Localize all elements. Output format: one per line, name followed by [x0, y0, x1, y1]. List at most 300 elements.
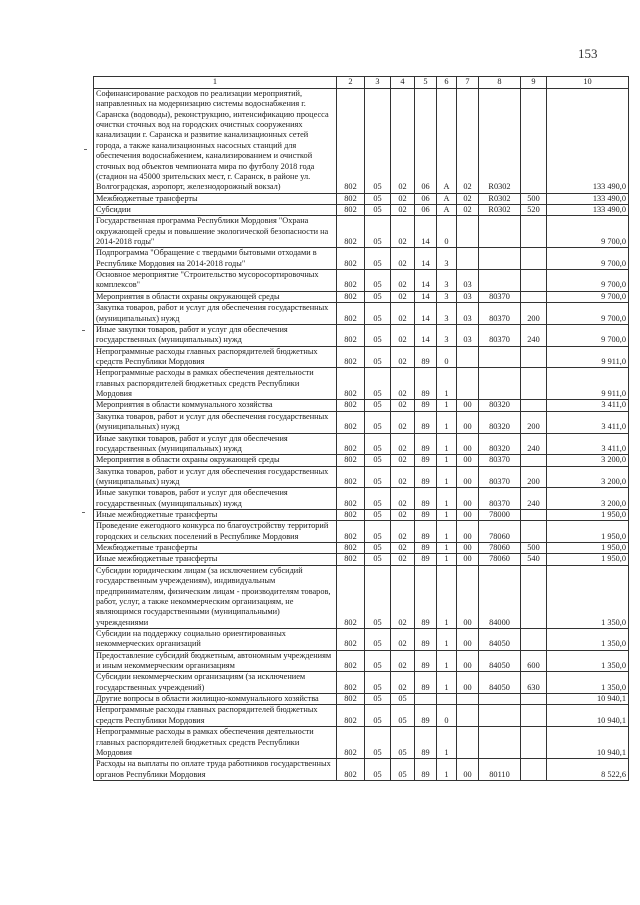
admin-code-cell: 802: [337, 324, 365, 346]
table-row: [94, 216, 629, 248]
table-row: [94, 270, 629, 292]
event-code-cell: 00: [457, 565, 479, 628]
event-code-cell: [457, 248, 479, 270]
item-name-cell: Иные закупки товаров, работ и услуг для обеспечения государственных (муниципальных) нужд: [94, 433, 337, 455]
item-name-cell: Субсидии на поддержку социально ориентированных некоммерческих организаций: [94, 628, 337, 650]
item-name-cell: Непрограммные расходы главных распорядителей бюджетных средств Республики Мордовия: [94, 346, 337, 368]
expense-type-code-cell: 240: [521, 433, 547, 455]
expense-type-code-cell: 500: [521, 193, 547, 204]
event-code-cell: 03: [457, 324, 479, 346]
program-code-cell: 06: [415, 204, 437, 215]
table-row: [94, 455, 629, 466]
scan-mark: [82, 512, 85, 513]
admin-code-cell: 802: [337, 433, 365, 455]
admin-code-cell: 802: [337, 291, 365, 302]
expense-type-code-cell: [521, 368, 547, 400]
amount-cell: 3 200,0: [547, 488, 629, 510]
expense-type-code-cell: [521, 759, 547, 781]
amount-cell: 1 350,0: [547, 672, 629, 694]
section-code-cell: 05: [365, 521, 391, 543]
event-code-cell: 00: [457, 672, 479, 694]
subsection-code-cell: 02: [391, 204, 415, 215]
expense-type-code-cell: 200: [521, 411, 547, 433]
direction-code-cell: 78000: [479, 510, 521, 521]
section-code-cell: 05: [365, 672, 391, 694]
event-code-cell: 00: [457, 510, 479, 521]
table-row: [94, 89, 629, 194]
item-name-cell: Межбюджетные трансферты: [94, 193, 337, 204]
admin-code-cell: 802: [337, 193, 365, 204]
subprogram-code-cell: 1: [437, 368, 457, 400]
subprogram-code-cell: 3: [437, 270, 457, 292]
table-row: [94, 433, 629, 455]
direction-code-cell: 84050: [479, 628, 521, 650]
table-row: [94, 510, 629, 521]
event-code-cell: 00: [457, 650, 479, 672]
section-code-cell: 05: [365, 543, 391, 554]
section-code-cell: 05: [365, 216, 391, 248]
subprogram-code-cell: А: [437, 204, 457, 215]
table-row: [94, 650, 629, 672]
subprogram-code-cell: 1: [437, 650, 457, 672]
subprogram-code-cell: 1: [437, 521, 457, 543]
program-code-cell: 89: [415, 543, 437, 554]
expense-type-code-cell: [521, 521, 547, 543]
admin-code-cell: 802: [337, 727, 365, 759]
admin-code-cell: 802: [337, 759, 365, 781]
event-code-cell: [457, 368, 479, 400]
subprogram-code-cell: 0: [437, 216, 457, 248]
admin-code-cell: 802: [337, 248, 365, 270]
event-code-cell: 00: [457, 628, 479, 650]
section-code-cell: 05: [365, 727, 391, 759]
column-header: 1: [94, 77, 337, 89]
expense-type-code-cell: [521, 565, 547, 628]
section-code-cell: 05: [365, 248, 391, 270]
item-name-cell: Закупка товаров, работ и услуг для обеспечения государственных (муниципальных) нужд: [94, 411, 337, 433]
program-code-cell: 89: [415, 554, 437, 565]
amount-cell: 1 350,0: [547, 565, 629, 628]
amount-cell: 133 490,0: [547, 193, 629, 204]
program-code-cell: 14: [415, 324, 437, 346]
table-row: [94, 521, 629, 543]
subsection-code-cell: 02: [391, 346, 415, 368]
admin-code-cell: 802: [337, 204, 365, 215]
column-header: 8: [479, 77, 521, 89]
program-code-cell: 14: [415, 248, 437, 270]
table-row: [94, 324, 629, 346]
section-code-cell: 05: [365, 488, 391, 510]
table-row: [94, 346, 629, 368]
section-code-cell: 05: [365, 455, 391, 466]
expense-type-code-cell: [521, 727, 547, 759]
expense-type-code-cell: 200: [521, 466, 547, 488]
event-code-cell: [457, 346, 479, 368]
program-code-cell: 89: [415, 466, 437, 488]
program-code-cell: 89: [415, 510, 437, 521]
admin-code-cell: 802: [337, 346, 365, 368]
direction-code-cell: 80110: [479, 759, 521, 781]
section-code-cell: 05: [365, 411, 391, 433]
event-code-cell: 02: [457, 204, 479, 215]
amount-cell: 133 490,0: [547, 89, 629, 194]
event-code-cell: 00: [457, 543, 479, 554]
event-code-cell: 03: [457, 303, 479, 325]
subsection-code-cell: 05: [391, 705, 415, 727]
amount-cell: 1 950,0: [547, 543, 629, 554]
direction-code-cell: 84050: [479, 650, 521, 672]
admin-code-cell: 802: [337, 521, 365, 543]
subsection-code-cell: 02: [391, 466, 415, 488]
item-name-cell: Мероприятия в области охраны окружающей среды: [94, 455, 337, 466]
amount-cell: 10 940,1: [547, 705, 629, 727]
program-code-cell: 89: [415, 400, 437, 411]
section-code-cell: 05: [365, 324, 391, 346]
item-name-cell: Закупка товаров, работ и услуг для обеспечения государственных (муниципальных) нужд: [94, 303, 337, 325]
amount-cell: 3 411,0: [547, 433, 629, 455]
subsection-code-cell: 02: [391, 400, 415, 411]
admin-code-cell: 802: [337, 466, 365, 488]
item-name-cell: Субсидии юридическим лицам (за исключением субсидий государственным учреждениям), индивидуальным предпринимателям, физическим лицам - производителям товаров, работ, услуг, а также некоммерческим организациям, не являющимся государственными (муниципальными) учреждениями: [94, 565, 337, 628]
admin-code-cell: 802: [337, 628, 365, 650]
expense-type-code-cell: [521, 89, 547, 194]
program-code-cell: 89: [415, 727, 437, 759]
admin-code-cell: 802: [337, 270, 365, 292]
admin-code-cell: 802: [337, 400, 365, 411]
subprogram-code-cell: 1: [437, 411, 457, 433]
subsection-code-cell: 02: [391, 433, 415, 455]
direction-code-cell: [479, 368, 521, 400]
direction-code-cell: 80370: [479, 291, 521, 302]
direction-code-cell: [479, 248, 521, 270]
subprogram-code-cell: А: [437, 193, 457, 204]
subsection-code-cell: 02: [391, 455, 415, 466]
subsection-code-cell: 02: [391, 488, 415, 510]
item-name-cell: Иные межбюджетные трансферты: [94, 510, 337, 521]
subsection-code-cell: 02: [391, 543, 415, 554]
section-code-cell: 05: [365, 466, 391, 488]
direction-code-cell: R0302: [479, 193, 521, 204]
subsection-code-cell: 02: [391, 216, 415, 248]
program-code-cell: 89: [415, 705, 437, 727]
table-header-row: [94, 77, 629, 89]
subsection-code-cell: 02: [391, 554, 415, 565]
admin-code-cell: 802: [337, 650, 365, 672]
column-header: 2: [337, 77, 365, 89]
expense-type-code-cell: [521, 628, 547, 650]
program-code-cell: 89: [415, 411, 437, 433]
direction-code-cell: 80370: [479, 466, 521, 488]
direction-code-cell: [479, 694, 521, 705]
expense-type-code-cell: 500: [521, 543, 547, 554]
subprogram-code-cell: 1: [437, 488, 457, 510]
amount-cell: 1 950,0: [547, 521, 629, 543]
direction-code-cell: 80320: [479, 411, 521, 433]
subsection-code-cell: 02: [391, 650, 415, 672]
admin-code-cell: 802: [337, 694, 365, 705]
subprogram-code-cell: 0: [437, 346, 457, 368]
table-row: [94, 466, 629, 488]
expense-type-code-cell: 600: [521, 650, 547, 672]
subprogram-code-cell: 1: [437, 759, 457, 781]
event-code-cell: 00: [457, 400, 479, 411]
event-code-cell: 00: [457, 455, 479, 466]
amount-cell: 9 700,0: [547, 303, 629, 325]
expense-type-code-cell: 630: [521, 672, 547, 694]
subprogram-code-cell: 1: [437, 672, 457, 694]
amount-cell: 3 411,0: [547, 400, 629, 411]
admin-code-cell: 802: [337, 455, 365, 466]
table-row: [94, 565, 629, 628]
direction-code-cell: 80320: [479, 400, 521, 411]
budget-table: [93, 76, 629, 781]
subsection-code-cell: 02: [391, 510, 415, 521]
event-code-cell: 00: [457, 554, 479, 565]
subprogram-code-cell: 1: [437, 628, 457, 650]
event-code-cell: 00: [457, 488, 479, 510]
subsection-code-cell: 02: [391, 628, 415, 650]
subprogram-code-cell: 1: [437, 543, 457, 554]
subprogram-code-cell: 0: [437, 705, 457, 727]
subsection-code-cell: 02: [391, 270, 415, 292]
section-code-cell: 05: [365, 193, 391, 204]
section-code-cell: 05: [365, 759, 391, 781]
subprogram-code-cell: А: [437, 89, 457, 194]
direction-code-cell: [479, 346, 521, 368]
admin-code-cell: 802: [337, 554, 365, 565]
expense-type-code-cell: 200: [521, 303, 547, 325]
expense-type-code-cell: [521, 346, 547, 368]
subsection-code-cell: 02: [391, 324, 415, 346]
section-code-cell: 05: [365, 628, 391, 650]
subprogram-code-cell: 1: [437, 554, 457, 565]
amount-cell: 1 950,0: [547, 554, 629, 565]
table-row: [94, 248, 629, 270]
item-name-cell: Субсидии некоммерческим организациям (за исключением государственных учреждений): [94, 672, 337, 694]
subprogram-code-cell: 3: [437, 303, 457, 325]
item-name-cell: Непрограммные расходы главных распорядителей бюджетных средств Республики Мордовия: [94, 705, 337, 727]
direction-code-cell: 78060: [479, 554, 521, 565]
item-name-cell: Закупка товаров, работ и услуг для обеспечения государственных (муниципальных) нужд: [94, 466, 337, 488]
item-name-cell: Государственная программа Республики Мордовия "Охрана окружающей среды и повышение экологической безопасности на 2014-2018 годы": [94, 216, 337, 248]
amount-cell: 3 200,0: [547, 455, 629, 466]
expense-type-code-cell: [521, 510, 547, 521]
column-header: 4: [391, 77, 415, 89]
program-code-cell: 14: [415, 270, 437, 292]
subprogram-code-cell: 1: [437, 565, 457, 628]
amount-cell: 9 700,0: [547, 324, 629, 346]
amount-cell: 9 911,0: [547, 346, 629, 368]
section-code-cell: 05: [365, 650, 391, 672]
admin-code-cell: 802: [337, 368, 365, 400]
direction-code-cell: 80370: [479, 455, 521, 466]
item-name-cell: Межбюджетные трансферты: [94, 543, 337, 554]
section-code-cell: 05: [365, 368, 391, 400]
admin-code-cell: 802: [337, 303, 365, 325]
item-name-cell: Другие вопросы в области жилищно-коммунального хозяйства: [94, 694, 337, 705]
expense-type-code-cell: [521, 248, 547, 270]
direction-code-cell: 78060: [479, 543, 521, 554]
direction-code-cell: 84050: [479, 672, 521, 694]
event-code-cell: 00: [457, 759, 479, 781]
direction-code-cell: [479, 705, 521, 727]
subsection-code-cell: 02: [391, 193, 415, 204]
table-row: [94, 554, 629, 565]
event-code-cell: 00: [457, 411, 479, 433]
table-row: [94, 672, 629, 694]
direction-code-cell: [479, 727, 521, 759]
subsection-code-cell: 02: [391, 672, 415, 694]
expense-type-code-cell: 520: [521, 204, 547, 215]
program-code-cell: 89: [415, 346, 437, 368]
column-header: 3: [365, 77, 391, 89]
admin-code-cell: 802: [337, 411, 365, 433]
program-code-cell: 89: [415, 368, 437, 400]
subsection-code-cell: 02: [391, 303, 415, 325]
expense-type-code-cell: 240: [521, 324, 547, 346]
event-code-cell: 00: [457, 433, 479, 455]
section-code-cell: 05: [365, 694, 391, 705]
program-code-cell: 89: [415, 565, 437, 628]
event-code-cell: 00: [457, 466, 479, 488]
subprogram-code-cell: 3: [437, 324, 457, 346]
amount-cell: 3 411,0: [547, 411, 629, 433]
program-code-cell: 89: [415, 455, 437, 466]
table-row: [94, 543, 629, 554]
column-header: 7: [457, 77, 479, 89]
subprogram-code-cell: 1: [437, 466, 457, 488]
section-code-cell: 05: [365, 89, 391, 194]
section-code-cell: 05: [365, 291, 391, 302]
program-code-cell: 89: [415, 759, 437, 781]
table-row: [94, 204, 629, 215]
expense-type-code-cell: [521, 705, 547, 727]
direction-code-cell: 84000: [479, 565, 521, 628]
subprogram-code-cell: 1: [437, 433, 457, 455]
amount-cell: 10 940,1: [547, 694, 629, 705]
section-code-cell: 05: [365, 270, 391, 292]
amount-cell: 1 950,0: [547, 510, 629, 521]
admin-code-cell: 802: [337, 89, 365, 194]
section-code-cell: 05: [365, 204, 391, 215]
section-code-cell: 05: [365, 510, 391, 521]
table-row: [94, 411, 629, 433]
expense-type-code-cell: [521, 694, 547, 705]
item-name-cell: Непрограммные расходы в рамках обеспечения деятельности главных распорядителей бюджетных средств Республики Мордовия: [94, 727, 337, 759]
table-row: [94, 193, 629, 204]
item-name-cell: Иные закупки товаров, работ и услуг для обеспечения государственных (муниципальных) нужд: [94, 324, 337, 346]
admin-code-cell: 802: [337, 216, 365, 248]
table-row: [94, 368, 629, 400]
column-header: 5: [415, 77, 437, 89]
program-code-cell: 89: [415, 650, 437, 672]
item-name-cell: Иные закупки товаров, работ и услуг для обеспечения государственных (муниципальных) нужд: [94, 488, 337, 510]
item-name-cell: Мероприятия в области коммунального хозяйства: [94, 400, 337, 411]
subsection-code-cell: 02: [391, 89, 415, 194]
section-code-cell: 05: [365, 400, 391, 411]
event-code-cell: [457, 727, 479, 759]
direction-code-cell: 78060: [479, 521, 521, 543]
program-code-cell: 06: [415, 193, 437, 204]
admin-code-cell: 802: [337, 510, 365, 521]
item-name-cell: Иные межбюджетные трансферты: [94, 554, 337, 565]
program-code-cell: 14: [415, 291, 437, 302]
subprogram-code-cell: 1: [437, 400, 457, 411]
table-row: [94, 759, 629, 781]
amount-cell: 9 700,0: [547, 291, 629, 302]
section-code-cell: 05: [365, 303, 391, 325]
amount-cell: 1 350,0: [547, 650, 629, 672]
subsection-code-cell: 02: [391, 411, 415, 433]
item-name-cell: Подпрограмма "Обращение с твердыми бытовыми отходами в Республике Мордовия на 2014-2018 годы": [94, 248, 337, 270]
event-code-cell: 03: [457, 270, 479, 292]
page-number: 153: [578, 46, 598, 61]
direction-code-cell: 80370: [479, 303, 521, 325]
program-code-cell: 14: [415, 216, 437, 248]
program-code-cell: 89: [415, 433, 437, 455]
admin-code-cell: 802: [337, 543, 365, 554]
event-code-cell: 02: [457, 89, 479, 194]
admin-code-cell: 802: [337, 565, 365, 628]
section-code-cell: 05: [365, 705, 391, 727]
item-name-cell: Основное мероприятие "Строительство мусоросортировочных комплексов": [94, 270, 337, 292]
direction-code-cell: R0302: [479, 204, 521, 215]
table-row: [94, 488, 629, 510]
table-row: [94, 727, 629, 759]
item-name-cell: Непрограммные расходы в рамках обеспечения деятельности главных распорядителей бюджетных средств Республики Мордовия: [94, 368, 337, 400]
amount-cell: 9 911,0: [547, 368, 629, 400]
event-code-cell: 02: [457, 193, 479, 204]
amount-cell: 9 700,0: [547, 248, 629, 270]
event-code-cell: [457, 216, 479, 248]
amount-cell: 133 490,0: [547, 204, 629, 215]
subsection-code-cell: 05: [391, 727, 415, 759]
direction-code-cell: 80370: [479, 488, 521, 510]
item-name-cell: Мероприятия в области охраны окружающей среды: [94, 291, 337, 302]
expense-type-code-cell: [521, 291, 547, 302]
subsection-code-cell: 02: [391, 565, 415, 628]
event-code-cell: 00: [457, 521, 479, 543]
subprogram-code-cell: [437, 694, 457, 705]
section-code-cell: 05: [365, 433, 391, 455]
table-row: [94, 291, 629, 302]
amount-cell: 9 700,0: [547, 216, 629, 248]
column-header: 10: [547, 77, 629, 89]
item-name-cell: Проведение ежегодного конкурса по благоустройству территорий городских и сельских поселений в Республике Мордовия: [94, 521, 337, 543]
amount-cell: 8 522,6: [547, 759, 629, 781]
direction-code-cell: 80370: [479, 324, 521, 346]
event-code-cell: [457, 705, 479, 727]
table-row: [94, 400, 629, 411]
event-code-cell: [457, 694, 479, 705]
expense-type-code-cell: [521, 400, 547, 411]
column-header: 9: [521, 77, 547, 89]
expense-type-code-cell: [521, 216, 547, 248]
table-row: [94, 694, 629, 705]
expense-type-code-cell: [521, 455, 547, 466]
subsection-code-cell: 05: [391, 694, 415, 705]
amount-cell: 1 350,0: [547, 628, 629, 650]
program-code-cell: 89: [415, 488, 437, 510]
column-header: 6: [437, 77, 457, 89]
amount-cell: 10 940,1: [547, 727, 629, 759]
subprogram-code-cell: 3: [437, 248, 457, 270]
subprogram-code-cell: 1: [437, 727, 457, 759]
section-code-cell: 05: [365, 346, 391, 368]
amount-cell: 3 200,0: [547, 466, 629, 488]
subsection-code-cell: 02: [391, 248, 415, 270]
table-row: [94, 303, 629, 325]
